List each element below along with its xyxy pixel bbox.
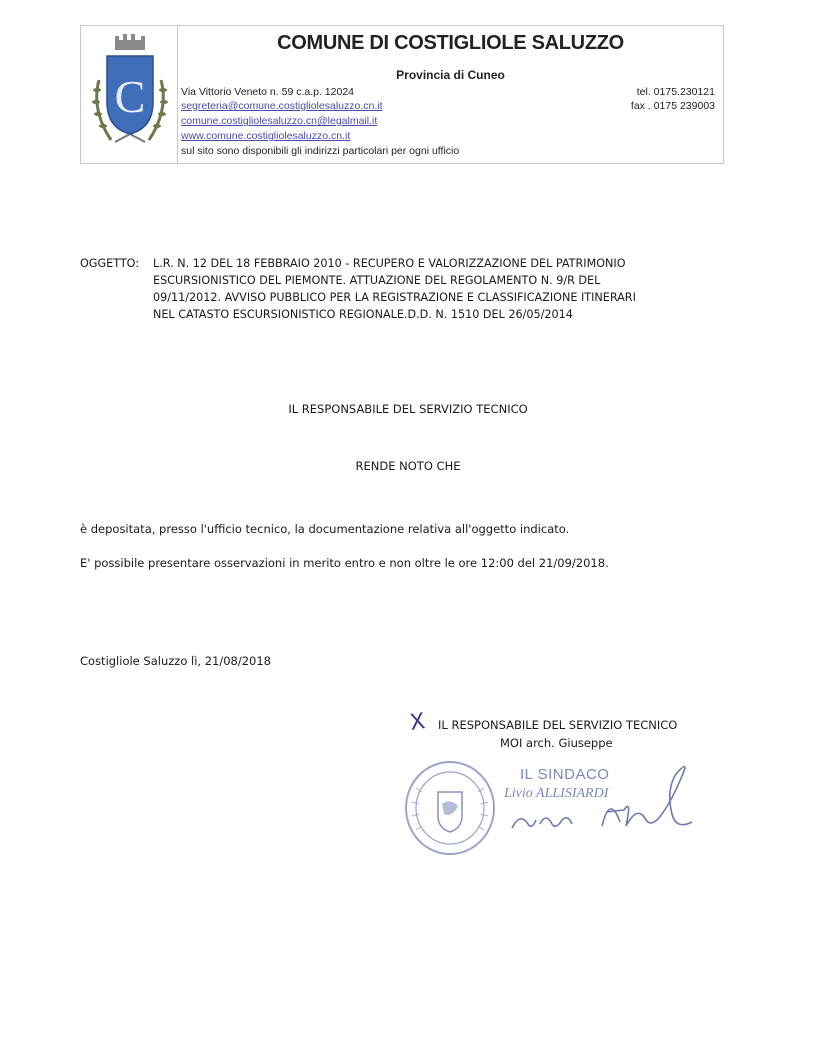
announce-heading: RENDE NOTO CHE: [355, 459, 461, 473]
crest-letter: C: [114, 71, 146, 122]
deposit-statement: è depositata, presso l'ufficio tecnico, la documentazione relativa all'oggetto indicato.: [80, 522, 570, 536]
signatory-name: MOI arch. Giuseppe: [500, 736, 613, 750]
municipality-title: COMUNE DI COSTIGLIOLE SALUZZO: [277, 32, 624, 54]
telephone-number: tel. 0175.230121: [636, 86, 715, 98]
mayor-stamp-role: IL SINDACO: [520, 766, 610, 783]
official-stamp-icon: [402, 758, 498, 858]
website-link[interactable]: www.comune.costigliolesaluzzo.cn.it: [181, 130, 351, 142]
municipal-crest-icon: [85, 30, 175, 160]
letterhead: [80, 25, 724, 164]
subject-line: ESCURSIONISTICO DEL PIEMONTE. ATTUAZIONE DEL REGOLAMENTO N. 9/R DEL: [153, 274, 601, 287]
signatory-title: IL RESPONSABILE DEL SERVIZIO TECNICO: [438, 718, 678, 732]
subject-line: NEL CATASTO ESCURSIONISTICO REGIONALE.D.D. N. 1510 DEL 26/05/2014: [153, 308, 573, 321]
crest-cell: [81, 26, 178, 163]
email-link[interactable]: segreteria@comune.costigliolesaluzzo.cn.it: [181, 100, 383, 112]
address-line: Via Vittorio Veneto n. 59 c.a.p. 12024: [181, 86, 354, 98]
pec-email-link[interactable]: comune.costigliolesaluzzo.cn@legalmail.it: [181, 115, 378, 127]
handwritten-x-mark: X: [408, 709, 427, 736]
observations-deadline: E' possibile presentare osservazioni in merito entro e non oltre le ore 12:00 del 21/09/2018.: [80, 556, 609, 570]
place-date: Costigliole Saluzzo lì, 21/08/2018: [80, 654, 271, 668]
fax-number: fax . 0175 239003: [630, 100, 715, 112]
responsible-heading: IL RESPONSABILE DEL SERVIZIO TECNICO: [288, 402, 528, 416]
subject-label: OGGETTO:: [80, 257, 140, 270]
mayor-stamp-name: Livio ALLISIARDI: [504, 786, 609, 801]
offices-note: sul sito sono disponibili gli indirizzi particolari per ogni ufficio: [181, 145, 460, 157]
province-name: Provincia di Cuneo: [396, 68, 505, 82]
subject-line: L.R. N. 12 DEL 18 FEBBRAIO 2010 - RECUPERO E VALORIZZAZIONE DEL PATRIMONIO: [153, 257, 626, 270]
handwritten-signature-icon: [506, 750, 696, 840]
subject-line: 09/11/2012. AVVISO PUBBLICO PER LA REGISTRAZIONE E CLASSIFICAZIONE ITINERARI: [153, 291, 636, 304]
signature-block: [396, 710, 716, 870]
